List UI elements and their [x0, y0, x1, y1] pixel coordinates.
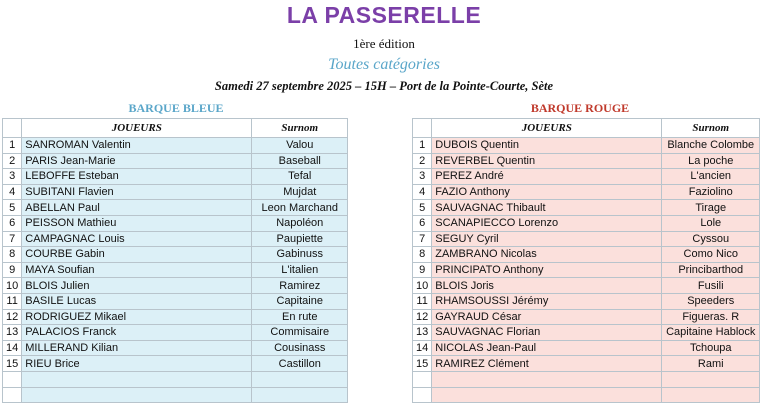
player-number: 9 — [413, 262, 432, 278]
player-name: SEGUY Cyril — [432, 231, 662, 247]
page-title: LA PASSERELLE — [286, 2, 482, 28]
player-number: 7 — [413, 231, 432, 247]
table-row — [3, 247, 348, 263]
player-number: 13 — [3, 325, 22, 341]
table-header-row — [413, 119, 760, 138]
player-name: RIEU Brice — [22, 356, 252, 372]
player-nickname — [662, 387, 760, 403]
table-row — [413, 215, 760, 231]
player-name: PARIS Jean-Marie — [22, 153, 252, 169]
player-name: BLOIS Julien — [22, 278, 252, 294]
table-row — [3, 325, 348, 341]
table-row — [413, 184, 760, 200]
player-number: 10 — [413, 278, 432, 294]
player-number: 2 — [3, 153, 22, 169]
table-row — [413, 371, 760, 387]
player-nickname: Capitaine — [252, 293, 348, 309]
player-name: LEBOFFE Esteban — [22, 169, 252, 185]
table-row — [413, 153, 760, 169]
player-number: 11 — [3, 293, 22, 309]
player-name: BASILE Lucas — [22, 293, 252, 309]
player-number: 1 — [3, 138, 22, 154]
player-name: PEREZ André — [432, 169, 662, 185]
table-row — [3, 293, 348, 309]
header-number — [413, 119, 432, 138]
player-nickname: Blanche Colombe — [662, 138, 760, 154]
player-name: RODRIGUEZ Mikael — [22, 309, 252, 325]
player-number: 14 — [3, 340, 22, 356]
player-number — [413, 387, 432, 403]
table-row — [413, 247, 760, 263]
player-name: SANROMAN Valentin — [22, 138, 252, 154]
player-name: RAMIREZ Clément — [432, 356, 662, 372]
table-row — [413, 138, 760, 154]
player-name: CAMPAGNAC Louis — [22, 231, 252, 247]
player-name: SUBITANI Flavien — [22, 184, 252, 200]
player-name: MAYA Soufian — [22, 262, 252, 278]
player-nickname: Cyssou — [662, 231, 760, 247]
event-dateline: Samedi 27 septembre 2025 – 15H – Port de la Pointe-Courte, Sète — [214, 79, 554, 93]
player-name: GAYRAUD César — [432, 309, 662, 325]
player-nickname: Princibarthod — [662, 262, 760, 278]
player-name — [22, 371, 252, 387]
player-number: 9 — [3, 262, 22, 278]
table-row — [413, 278, 760, 294]
player-nickname: Valou — [252, 138, 348, 154]
player-number — [3, 371, 22, 387]
player-name — [432, 387, 662, 403]
player-name: ABELLAN Paul — [22, 200, 252, 216]
player-number: 12 — [413, 309, 432, 325]
player-name — [432, 371, 662, 387]
player-nickname: Faziolino — [662, 184, 760, 200]
table-row — [3, 153, 348, 169]
player-number: 2 — [413, 153, 432, 169]
player-name: NICOLAS Jean-Paul — [432, 340, 662, 356]
player-nickname: Como Nico — [662, 247, 760, 263]
player-nickname: Napoléon — [252, 215, 348, 231]
table-row — [3, 200, 348, 216]
player-nickname: L'ancien — [662, 169, 760, 185]
table-row — [3, 356, 348, 372]
player-nickname: L'italien — [252, 262, 348, 278]
player-number: 4 — [3, 184, 22, 200]
header-players: JOUEURS — [432, 119, 662, 138]
player-nickname: Leon Marchand — [252, 200, 348, 216]
table-row — [3, 371, 348, 387]
player-number: 15 — [3, 356, 22, 372]
player-number: 6 — [3, 215, 22, 231]
table-row — [3, 184, 348, 200]
player-nickname: Mujdat — [252, 184, 348, 200]
categories-label: Toutes catégories — [328, 56, 440, 73]
table-row — [3, 231, 348, 247]
player-name: COURBE Gabin — [22, 247, 252, 263]
player-nickname: Commisaire — [252, 325, 348, 341]
player-number: 7 — [3, 231, 22, 247]
table-row — [413, 387, 760, 403]
player-nickname: Lole — [662, 215, 760, 231]
player-number: 13 — [413, 325, 432, 341]
table-row — [413, 293, 760, 309]
table-row — [3, 309, 348, 325]
table-row — [3, 169, 348, 185]
red-team-title: BARQUE ROUGE — [530, 101, 630, 115]
red-team-table — [412, 118, 760, 403]
table-row — [413, 325, 760, 341]
player-nickname — [252, 371, 348, 387]
player-nickname: Rami — [662, 356, 760, 372]
player-name — [22, 387, 252, 403]
player-nickname — [252, 387, 348, 403]
player-number: 3 — [3, 169, 22, 185]
table-row — [3, 215, 348, 231]
player-name: PALACIOS Franck — [22, 325, 252, 341]
blue-team-title: BARQUE BLEUE — [128, 101, 224, 115]
player-name: DUBOIS Quentin — [432, 138, 662, 154]
player-number: 14 — [413, 340, 432, 356]
player-nickname: Cousinass — [252, 340, 348, 356]
table-row — [413, 200, 760, 216]
player-nickname: Paupiette — [252, 231, 348, 247]
table-row — [413, 340, 760, 356]
player-nickname: Speeders — [662, 293, 760, 309]
player-name: PRINCIPATO Anthony — [432, 262, 662, 278]
player-nickname: Baseball — [252, 153, 348, 169]
player-nickname — [662, 371, 760, 387]
table-row — [3, 340, 348, 356]
player-name: RHAMSOUSSI Jérémy — [432, 293, 662, 309]
table-header-row — [3, 119, 348, 138]
player-number: 6 — [413, 215, 432, 231]
player-nickname: Tirage — [662, 200, 760, 216]
header-players: JOUEURS — [22, 119, 252, 138]
table-row — [3, 387, 348, 403]
player-nickname: En rute — [252, 309, 348, 325]
player-number: 15 — [413, 356, 432, 372]
player-name: MILLERAND Kilian — [22, 340, 252, 356]
table-row — [413, 262, 760, 278]
player-number: 8 — [3, 247, 22, 263]
player-number: 12 — [3, 309, 22, 325]
table-row — [413, 309, 760, 325]
player-nickname: Tefal — [252, 169, 348, 185]
player-number: 5 — [3, 200, 22, 216]
player-number: 1 — [413, 138, 432, 154]
player-name: REVERBEL Quentin — [432, 153, 662, 169]
table-row — [3, 138, 348, 154]
player-nickname: La poche — [662, 153, 760, 169]
player-nickname: Fusili — [662, 278, 760, 294]
edition-label: 1ère édition — [353, 36, 415, 51]
player-number: 8 — [413, 247, 432, 263]
player-name: PEISSON Mathieu — [22, 215, 252, 231]
player-name: FAZIO Anthony — [432, 184, 662, 200]
player-nickname: Gabinuss — [252, 247, 348, 263]
table-row — [413, 356, 760, 372]
header-nickname: Surnom — [662, 119, 760, 138]
table-row — [413, 231, 760, 247]
player-nickname: Tchoupa — [662, 340, 760, 356]
player-number: 5 — [413, 200, 432, 216]
player-name: SCANAPIECCO Lorenzo — [432, 215, 662, 231]
player-name: BLOIS Joris — [432, 278, 662, 294]
player-name: SAUVAGNAC Florian — [432, 325, 662, 341]
player-number: 11 — [413, 293, 432, 309]
player-nickname: Capitaine Hablock — [662, 325, 760, 341]
table-row — [3, 278, 348, 294]
blue-team-table — [2, 118, 348, 403]
player-number: 4 — [413, 184, 432, 200]
header-nickname: Surnom — [252, 119, 348, 138]
table-row — [3, 262, 348, 278]
header-number — [3, 119, 22, 138]
player-number: 3 — [413, 169, 432, 185]
player-name: ZAMBRANO Nicolas — [432, 247, 662, 263]
player-number — [413, 371, 432, 387]
player-nickname: Castillon — [252, 356, 348, 372]
player-name: SAUVAGNAC Thibault — [432, 200, 662, 216]
player-nickname: Ramirez — [252, 278, 348, 294]
player-number — [3, 387, 22, 403]
player-number: 10 — [3, 278, 22, 294]
player-nickname: Figueras. R — [662, 309, 760, 325]
table-row — [413, 169, 760, 185]
